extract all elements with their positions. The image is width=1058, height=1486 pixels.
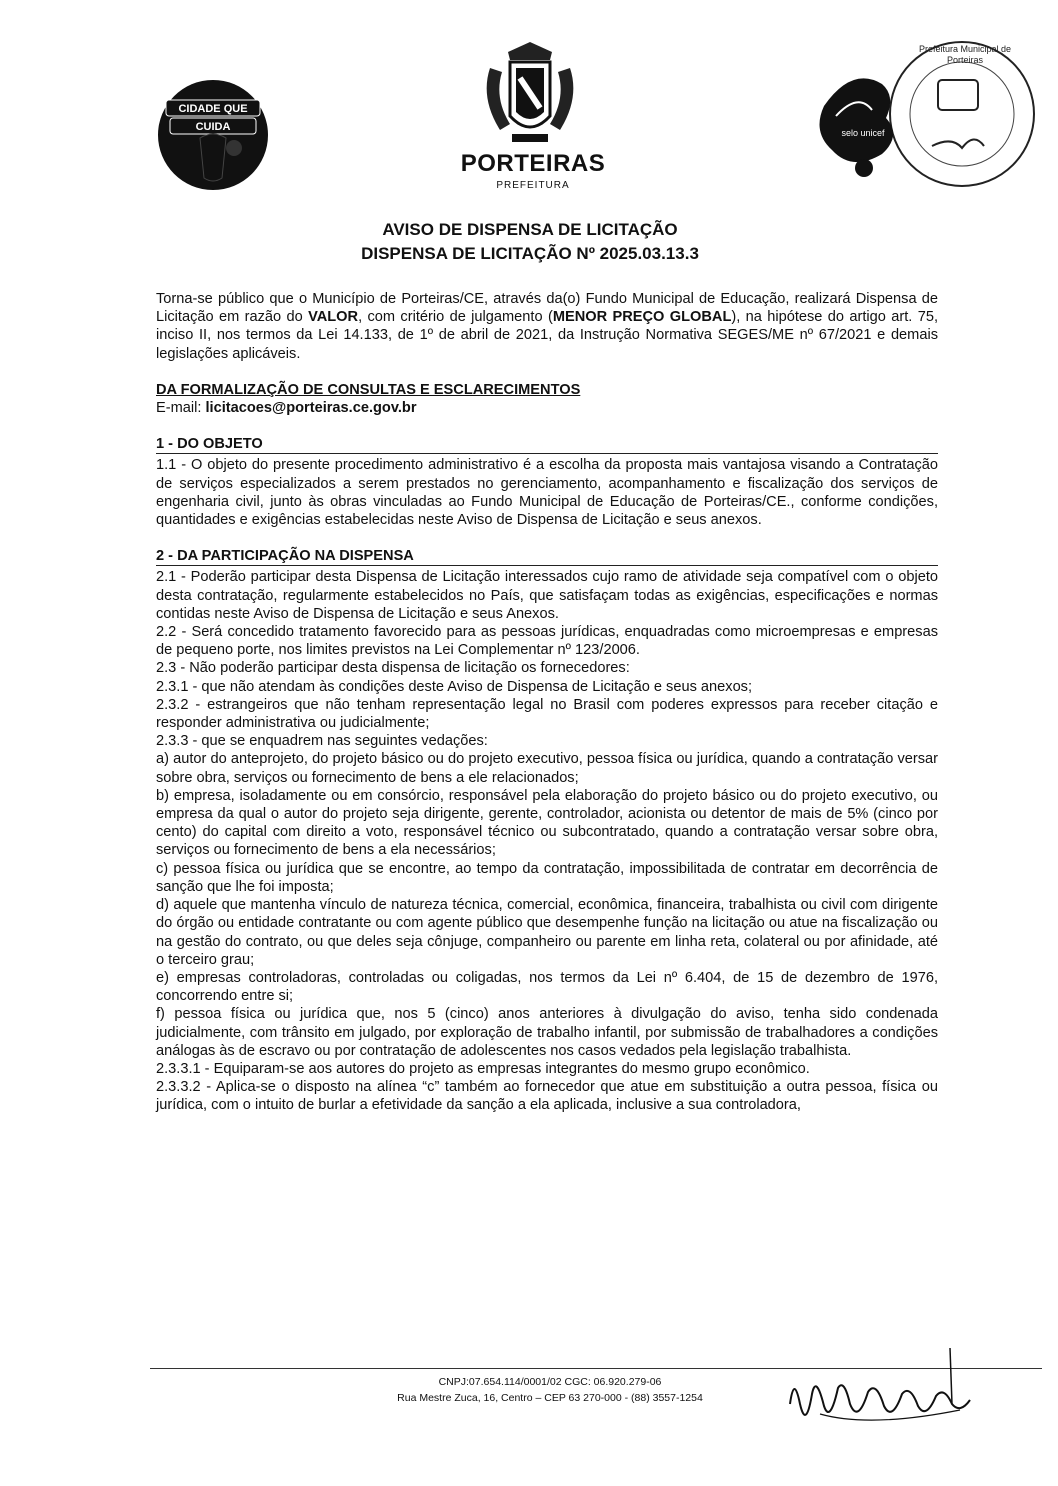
intro-text-3: ), na hipótese do artigo art. 75, inciso II, nos termos da Lei 14.133, de 1º de abril de 2021, da Instrução Normativa SEGES/ME nº 67/2021 e demais legislações aplicáveis. (156, 309, 938, 362)
stamp-seal-label: selo unicef (841, 128, 885, 138)
document-body (156, 290, 938, 1115)
clause-2-3-1: 2.3.1 - que não atendam às condições deste Aviso de Dispensa de Licitação e seus anexos; (156, 678, 753, 695)
footer-cnpj: CNPJ:07.654.114/0001/02 CGC: 06.920.279-06 (438, 1376, 662, 1388)
intro-text-2: , com critério de julgamento ( (358, 309, 553, 326)
intro-bold-criterio: MENOR PREÇO GLOBAL (552, 309, 732, 326)
email-label: E-mail: (156, 400, 206, 417)
brand-subtitle: PREFEITURA (496, 180, 570, 191)
email-line (156, 399, 938, 417)
consultas-heading: DA FORMALIZAÇÃO DE CONSULTAS E ESCLARECIMENTOS (156, 381, 581, 398)
notice-title: AVISO DE DISPENSA DE LICITAÇÃO (382, 220, 678, 239)
handwritten-signature (780, 1344, 980, 1436)
clause-a: a) autor do anteprojeto, do projeto básico ou do projeto executivo, pessoa física ou jurídica, quando a contratação versar sobre obra, serviços ou fornecimento de bens a ele relacionados; (156, 751, 938, 786)
intro-bold-valor: VALOR (308, 309, 359, 326)
clause-2-3-3-1: 2.3.3.1 - Equiparam-se aos autores do projeto as empresas integrantes do mesmo grupo econômico. (156, 1060, 810, 1077)
footer-address: Rua Mestre Zuca, 16, Centro – CEP 63 270-000 - (88) 3557-1254 (397, 1392, 703, 1404)
dispensa-number-title: DISPENSA DE LICITAÇÃO Nº 2025.03.13.3 (361, 244, 699, 263)
participacao-heading: 2 - DA PARTICIPAÇÃO NA DISPENSA (156, 547, 938, 566)
clause-2-3-2: 2.3.2 - estrangeiros que não tenham representação legal no Brasil com poderes expressos para receber citação e responder administrativa ou judicialmente; (156, 696, 938, 732)
objeto-heading: 1 - DO OBJETO (156, 435, 938, 454)
intro-paragraph (156, 290, 938, 363)
left-logo-text: CIDADE QUE CUIDA (178, 103, 248, 133)
porteiras-crest-icon (470, 38, 590, 158)
clause-2-1: 2.1 - Poderão participar desta Dispensa de Licitação interessados cujo ramo de atividade seja compatível com o objeto desta contratação, regularmente estabelecidos no País, que satisfaçam todas as exigências, especificações e normas contidas neste Aviso de Dispensa de Licitação e seus Anexos. (156, 569, 938, 622)
email-link[interactable]: licitacoes@porteiras.ce.gov.br (205, 400, 417, 417)
stamp-text: Prefeitura Municipal de Porteiras (918, 44, 1012, 65)
clause-b: b) empresa, isoladamente ou em consórcio, responsável pela elaboração do projeto básico ou do projeto executivo, ou empresa da qual o autor do projeto seja dirigente, gerente, controlador, acionista ou detentor de mais de 5% (cinco por cento) do capital com direito a voto, responsável técnico ou subcontratado, quando a contratação versar sobre obra, serviços ou fornecimento de bens a ela necessários; (156, 787, 938, 859)
intro-text-1: Torna-se público que o Município de Porteiras/CE, através da(o) Fundo Municipal de Educação, realizará Dispensa de Licitação em razão do (156, 291, 938, 326)
clause-d: d) aquele que mantenha vínculo de natureza técnica, comercial, econômica, financeira, trabalhista ou civil com dirigente do órgão ou entidade contratante ou com agente público que desempenhe função na licitação ou atue na fiscalização ou na gestão do contrato, ou que deles seja cônjuge, companheiro ou parente em linha reta, colateral ou por afinidade, até o terceiro grau; (156, 897, 938, 968)
clause-2-3-3-2: 2.3.3.2 - Aplica-se o disposto na alínea “c” também ao fornecedor que atue em substituição a outra pessoa, física ou jurídica, com o intuito de burlar a efetividade da sanção a ela aplicada, inclusive a sua controladora, (156, 1079, 938, 1114)
objeto-text: 1.1 - O objeto do presente procedimento administrativo é a escolha da proposta mais vantajosa visando a Contratação de serviços especializados a serem prestados no gerenciamento, acompanhamento e fiscalização dos serviços de engenharia civil, junto às obras vinculadas ao Fundo Municipal de Educação de Porteiras/CE., conforme condições, quantidades e exigências estabelecidas neste Aviso de Dispensa de Licitação e seus anexos. (156, 457, 938, 529)
brand-name: PORTEIRAS (460, 150, 606, 177)
clause-c: c) pessoa física ou jurídica que se encontre, ao tempo da contratação, impossibilitada de contratar em decorrência de sanção que lhe foi imposta; (156, 860, 938, 895)
clause-f: f) pessoa física ou jurídica que, nos 5 (cinco) anos anteriores à divulgação do aviso, tenha sido condenada judicialmente, com trânsito em julgado, por exploração de trabalho infantil, por submissão de trabalhadores a condições análogas às de escravo ou por contratação de adolescentes nos casos vedados pela legislação trabalhista. (156, 1006, 938, 1059)
clause-2-2: 2.2 - Será concedido tratamento favorecido para as pessoas jurídicas, enquadradas como microempresas e empresas de pequeno porte, nos limites previstos na Lei Complementar nº 123/2006. (156, 624, 938, 659)
clause-2-3: 2.3 - Não poderão participar desta dispensa de licitação os fornecedores: (156, 660, 630, 677)
clause-e: e) empresas controladoras, controladas ou coligadas, nos termos da Lei nº 6.404, de 15 de dezembro de 1976, concorrendo entre si; (156, 969, 938, 1005)
clause-2-3-3: 2.3.3 - que se enquadrem nas seguintes vedações: (156, 733, 488, 750)
